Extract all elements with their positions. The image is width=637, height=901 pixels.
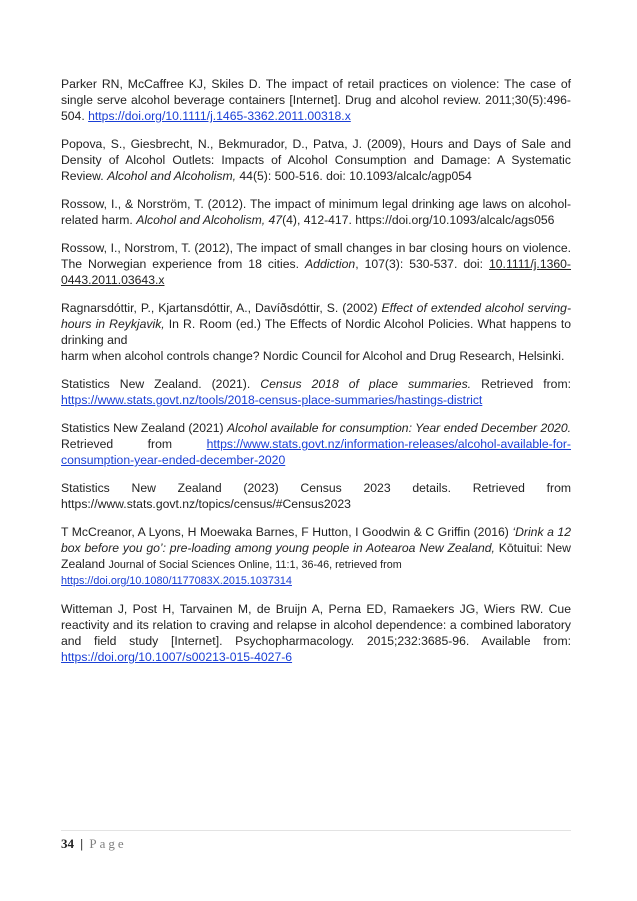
reference-text: (4), 412-417. https://doi.org/10.1093/alcalc/ags056 <box>282 213 555 227</box>
reference-text: Witteman J, Post H, Tarvainen M, de Bruijn A, Perna ED, Ramaekers JG, Wiers RW. Cue reactivity and its relation to craving and relapse in alcohol dependence: a combined laboratory and field study [Internet]. Psychopharmacology. 2015;232:3685-96. Available from: <box>61 602 571 648</box>
reference-entry <box>61 76 571 124</box>
reference-title: ‘Drink a 12 box before you go’: pre-loading among young people in Aotearoa New Zealand, <box>61 525 571 555</box>
reference-entry <box>61 240 571 288</box>
reference-text: Statistics New Zealand (2023) Census 2023 details. Retrieved from https://www.stats.govt.nz/topics/census/#Census2023 <box>61 481 571 511</box>
reference-title: Addiction <box>305 257 356 271</box>
reference-list <box>61 76 571 677</box>
reference-link[interactable]: https://www.stats.govt.nz/tools/2018-census-place-summaries/hastings-district <box>61 393 483 407</box>
reference-entry <box>61 196 571 228</box>
reference-title: Effect of extended alcohol serving-hours in Reykjavik, <box>61 301 571 331</box>
reference-title: Alcohol and Alcoholism, 47 <box>136 213 283 227</box>
reference-text: Retrieved from: <box>471 377 571 391</box>
reference-text: T McCreanor, A Lyons, H Moewaka Barnes, F Hutton, I Goodwin & C Griffin (2016) <box>61 525 513 539</box>
page-label: Page <box>89 836 127 851</box>
reference-text: Ragnarsdóttir, P., Kjartansdóttir, A., Davíðsdóttir, S. (2002) <box>61 301 382 315</box>
page-footer <box>61 836 127 852</box>
reference-title: Alcohol and Alcoholism, <box>107 169 237 183</box>
footer-separator: | <box>80 836 84 851</box>
reference-link[interactable]: https://doi.org/10.1111/j.1465-3362.2011.00318.x <box>88 109 351 123</box>
reference-text: Kōtuitui: New Zealand <box>61 541 571 571</box>
reference-text: Statistics New Zealand (2021) <box>61 421 227 435</box>
reference-entry <box>61 136 571 184</box>
reference-entry <box>61 601 571 665</box>
reference-text: 44(5): 500-516. doi: 10.1093/alcalc/agp054 <box>236 169 472 183</box>
reference-text: harm when alcohol controls change? Nordic Council for Alcohol and Drug Research, Helsinki. <box>61 349 565 363</box>
reference-link[interactable]: https://doi.org/10.1080/1177083X.2015.1037314 <box>61 575 292 587</box>
reference-entry <box>61 300 571 364</box>
reference-text: Popova, S., Giesbrecht, N., Bekmurador, D., Patva, J. (2009), Hours and Days of Sale and Density of Alcohol Outlets: Impacts of Alcohol Consumption and Damage: A Systematic Review. <box>61 137 571 183</box>
reference-entry <box>61 420 571 468</box>
reference-link[interactable]: https://www.stats.govt.nz/information-releases/alcohol-available-for-consumption-year-ended-december-2020 <box>61 437 571 467</box>
reference-text: , 107(3): 530-537. doi: <box>355 257 489 271</box>
reference-entry <box>61 376 571 408</box>
reference-text: Rossow, I., & Norström, T. (2012). The impact of minimum legal drinking age laws on alcohol-related harm. <box>61 197 571 227</box>
reference-title: Alcohol available for consumption: Year ended December 2020. <box>227 421 572 435</box>
reference-entry <box>61 524 571 589</box>
reference-text: Statistics New Zealand. (2021). <box>61 377 261 391</box>
reference-entry <box>61 480 571 512</box>
reference-title: Census 2018 of place summaries. <box>260 377 472 391</box>
footer-divider <box>61 830 571 831</box>
reference-text: Parker RN, McCaffree KJ, Skiles D. The impact of retail practices on violence: The case of single serve alcohol beverage containers [Internet]. Drug and alcohol review. 2011;30(5):496-504. <box>61 77 571 123</box>
reference-text: Rossow, I., Norstrom, T. (2012), The impact of small changes in bar closing hours on violence. The Norwegian experience from 18 cities. <box>61 241 571 271</box>
reference-text: In R. Room (ed.) The Effects of Nordic Alcohol Policies. What happens to drinking and <box>61 317 571 347</box>
reference-text: Journal of Social Sciences Online, 11:1, 36-46, retrieved from <box>108 559 402 571</box>
reference-doi: 10.1111/j.1360-0443.2011.03643.x <box>61 257 571 287</box>
reference-text: Retrieved from <box>61 437 207 451</box>
page-number: 34 <box>61 836 74 851</box>
reference-link[interactable]: https://doi.org/10.1007/s00213-015-4027-6 <box>61 650 293 664</box>
